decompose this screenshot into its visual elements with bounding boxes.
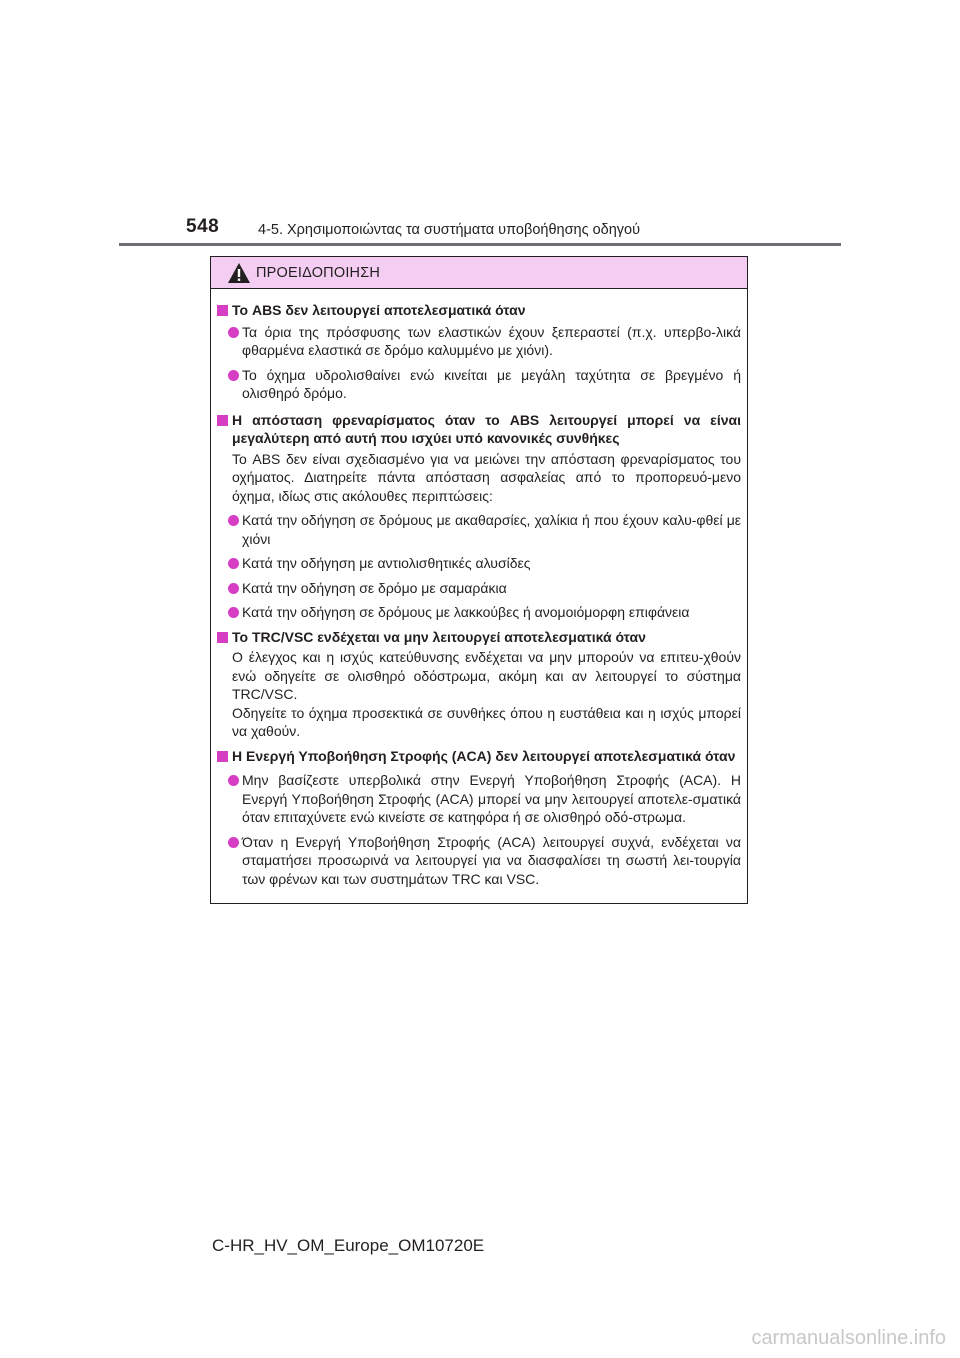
list-item: Το όχημα υδρολισθαίνει ενώ κινείται με μεγάλη ταχύτητα σε βρεγμένο ή ολισθηρό δρόμο.: [217, 366, 741, 403]
list-item: Κατά την οδήγηση σε δρόμους με ακαθαρσίες, χαλίκια ή που έχουν καλυ-φθεί με χιόνι: [217, 511, 741, 548]
round-bullet-icon: [228, 583, 239, 594]
section-aca: [217, 747, 741, 889]
watermark-link[interactable]: carmanualsonline.info: [751, 1327, 946, 1349]
square-bullet-icon: [217, 632, 228, 643]
square-bullet-icon: [217, 751, 228, 762]
list-item: Τα όρια της πρόσφυσης των ελαστικών έχουν ξεπεραστεί (π.χ. υπερβο-λικά φθαρμένα ελαστικά σε δρόμο καλυμμένο με χιόνι).: [217, 323, 741, 360]
section-trc-vsc: [217, 628, 741, 741]
document-code: C-HR_HV_OM_Europe_OM10720E: [212, 1236, 485, 1255]
list-item: Όταν η Ενεργή Υποβοήθηση Στροφής (ACA) λειτουργεί συχνά, ενδέχεται να σταματήσει προσωρινά να λειτουργεί για να διασφαλίσει τη σωστή λει-τουργία των φρένων και των συστημάτων TRC και VSC.: [217, 833, 741, 889]
warning-title: ΠΡΟΕΙΔΟΠΟΙΗΣΗ: [256, 264, 381, 281]
section-paragraph: Το ABS δεν είναι σχεδιασμένο για να μειώνει την απόσταση φρεναρίσματος του οχήματος. Διατηρείτε πάντα απόσταση ασφαλείας από το προπορευό-μενο όχημα, ιδίως στις ακόλουθες περιπτώσεις:: [232, 450, 741, 504]
square-bullet-icon: [217, 415, 228, 426]
round-bullet-icon: [228, 775, 239, 786]
section-heading: Η απόσταση φρεναρίσματος όταν το ABS λειτουργεί μπορεί να είναι μεγαλύτερη από αυτή που ισχύει υπό κανονικές συνθήκες: [217, 411, 741, 448]
warning-body: [211, 289, 747, 888]
warning-box: [210, 256, 748, 904]
round-bullet-icon: [228, 837, 239, 848]
page-number: 548: [186, 216, 220, 237]
list-item: Κατά την οδήγηση σε δρόμο με σαμαράκια: [217, 579, 741, 598]
section-heading: Το ABS δεν λειτουργεί αποτελεσματικά όταν: [217, 301, 741, 320]
section-braking-distance: [217, 411, 741, 622]
header-rule: [119, 243, 841, 246]
round-bullet-icon: [228, 370, 239, 381]
section-title: 4-5. Χρησιμοποιώντας τα συστήματα υποβοήθησης οδηγού: [258, 222, 641, 238]
list-item: Μην βασίζεστε υπερβολικά στην Ενεργή Υποβοήθηση Στροφής (ACA). Η Ενεργή Υποβοήθηση Στροφής (ACA) μπορεί να μην λειτουργεί αποτελε-σματικά όταν επιταχύνετε ενώ κινείστε σε κατηφόρα ή σε ολισθηρό οδό-στρωμα.: [217, 771, 741, 827]
list-item: Κατά την οδήγηση με αντιολισθητικές αλυσίδες: [217, 554, 741, 573]
section-heading: Η Ενεργή Υποβοήθηση Στροφής (ACA) δεν λειτουργεί αποτελεσματικά όταν: [217, 747, 741, 766]
round-bullet-icon: [228, 558, 239, 569]
section-heading: Το TRC/VSC ενδέχεται να μην λειτουργεί αποτελεσματικά όταν: [217, 628, 741, 647]
list-item: Κατά την οδήγηση σε δρόμους με λακκούβες ή ανομοιόμορφη επιφάνεια: [217, 603, 741, 622]
square-bullet-icon: [217, 305, 228, 316]
section-paragraph: Οδηγείτε το όχημα προσεκτικά σε συνθήκες όπου η ευστάθεια και η ισχύς μπορεί να χαθούν.: [232, 704, 741, 739]
section-abs-ineffective: [217, 301, 741, 403]
round-bullet-icon: [228, 607, 239, 618]
section-paragraph: Ο έλεγχος και η ισχύς κατεύθυνσης ενδέχεται να μην μπορούν να επιτευ-χθούν ενώ οδηγείτε σε ολισθηρό οδόστρωμα, ακόμη και αν λειτουργεί το σύστημα TRC/VSC.: [232, 649, 741, 702]
round-bullet-icon: [228, 515, 239, 526]
warning-triangle-icon: [227, 262, 251, 284]
warning-header: [211, 257, 747, 289]
round-bullet-icon: [228, 327, 239, 338]
